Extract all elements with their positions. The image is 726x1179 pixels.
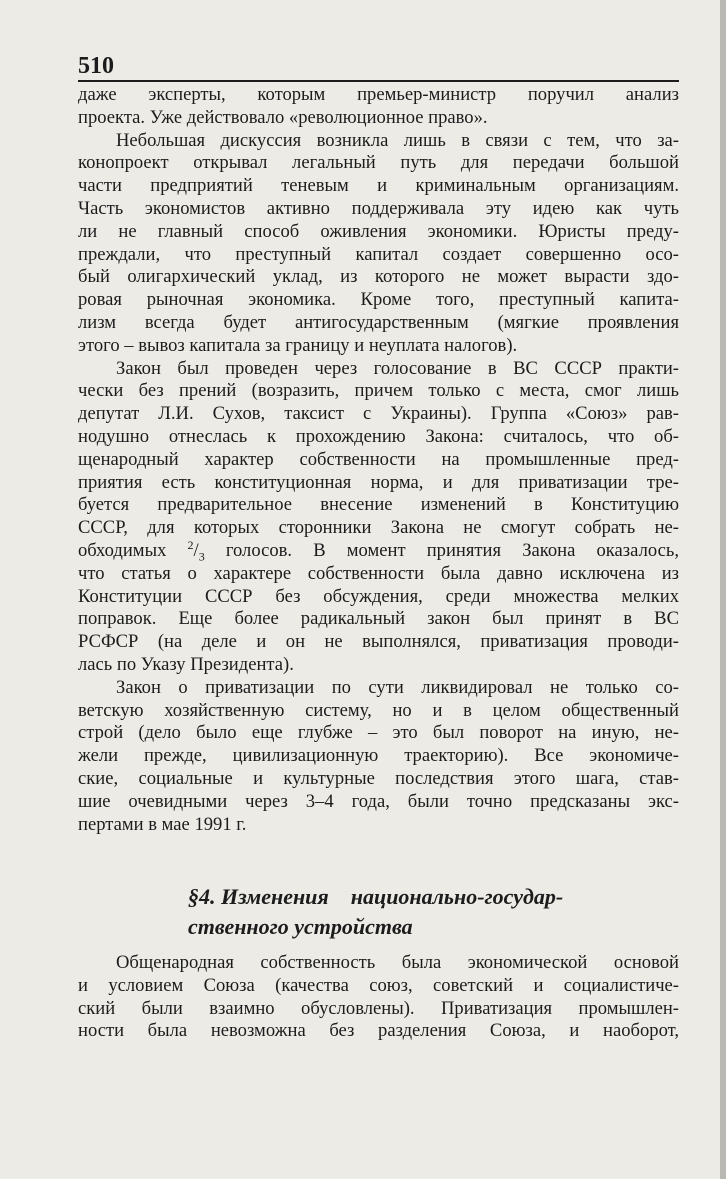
text-line: поправок. Еще более радикальный закон был принят в ВС: [78, 608, 679, 630]
text-line: проекта. Уже действовало «революционное право».: [78, 106, 488, 128]
paragraph-2: [78, 130, 679, 358]
text-line: части предприятий теневым и криминальным организациям.: [78, 175, 679, 197]
text-line: лизм всегда будет антигосударственным (мягкие проявления: [78, 311, 679, 333]
text-line: Закон о приватизации по сути ликвидировал не только со-: [116, 676, 679, 698]
page-edge-shadow: [720, 0, 726, 1179]
header-rule: [78, 80, 679, 82]
text-line: РСФСР (на деле и он не выполнялся, приватизация проводи-: [78, 631, 679, 653]
text-line: депутат Л.И. Сухов, таксист с Украины). Группа «Союз» рав-: [78, 403, 679, 425]
text-line: нодушно отнеслась к прохождению Закона: считалось, что об-: [78, 425, 679, 447]
section-heading-line: ственного устройства: [188, 914, 413, 939]
text-line: Закон был проведен через голосование в ВС СССР практи-: [116, 357, 679, 379]
text-line: ские, социальные и культурные последствия этого шага, став-: [78, 767, 679, 789]
text-line: бый олигархический уклад, из которого не может вырасти здо-: [78, 266, 679, 288]
text-line: и условием Союза (качества союз, советский и социалистиче-: [78, 974, 679, 996]
text-line: Конституции СССР без обсуждения, среди множества мелких: [78, 585, 679, 607]
text-line: что статья о характере собственности была давно исключена из: [78, 562, 679, 584]
body-text-continued: [78, 952, 679, 1043]
fraction-after: голосов. В момент принятия Закона оказалось,: [204, 539, 679, 561]
fraction-denominator: 3: [198, 549, 205, 564]
text-line: Часть экономистов активно поддерживала эту идею как чуть: [78, 197, 679, 219]
text-line: Небольшая дискуссия возникла лишь в связи с тем, что за-: [116, 129, 679, 151]
paragraph-5: [78, 952, 679, 1043]
text-line: этого – вывоз капитала за границу и неуплата налогов).: [78, 334, 518, 356]
text-line: пертами в мае 1991 г.: [78, 813, 247, 835]
text-line: шие очевидными через 3–4 года, были точно предсказаны экс-: [78, 790, 679, 812]
text-line: ли не главный способ оживления экономики. Юристы преду-: [78, 220, 679, 242]
text-line: буется предварительное внесение изменений в Конституцию: [78, 494, 679, 516]
text-line: преждали, что преступный капитал создает совершенно осо-: [78, 243, 679, 265]
text-line: ности была невозможна без разделения Союза, и наоборот,: [78, 1020, 679, 1042]
text-line-with-fraction: обходимых $^2/_3$ голосов. В момент принятия Закона оказалось,: [78, 537, 679, 564]
text-line: СССР, для которых сторонники Закона не смогут собрать не-: [78, 517, 679, 539]
text-line: Общенародная собственность была экономической основой: [116, 952, 679, 973]
body-text: [78, 84, 679, 836]
text-line: ский были взаимно обусловлены). Приватизация промышлен-: [78, 997, 679, 1019]
paragraph-3: [78, 358, 679, 677]
page-number: 510: [78, 53, 114, 79]
text-line: приятия есть конституционная норма, и для приватизации тре-: [78, 471, 679, 493]
text-line: чески без прений (возразить, причем только с места, смог лишь: [78, 380, 679, 402]
section-heading: [188, 882, 658, 942]
paragraph-4: [78, 677, 679, 837]
text-line: жели прежде, цивилизационную траекторию). Все экономиче-: [78, 745, 679, 767]
paragraph-1: [78, 84, 679, 130]
text-line: ровая рыночная экономика. Кроме того, преступный капита-: [78, 289, 679, 311]
fraction-numerator: 2: [187, 537, 194, 552]
text-line: лась по Указу Президента).: [78, 653, 294, 675]
section-heading-line: §4. Изменения национально-государ-: [188, 884, 564, 909]
text-line: ветскую хозяйственную систему, но и в целом общественный: [78, 699, 679, 721]
text-line: даже эксперты, которым премьер-министр поручил анализ: [78, 84, 679, 105]
text-line: конопроект открывал легальный путь для передачи большой: [78, 152, 679, 174]
text-line: щенародный характер собственности на промышленные пред-: [78, 448, 679, 470]
text-line: строй (дело было еще глубже – это был поворот на иную, не-: [78, 722, 679, 744]
fraction-before: обходимых: [78, 539, 188, 561]
